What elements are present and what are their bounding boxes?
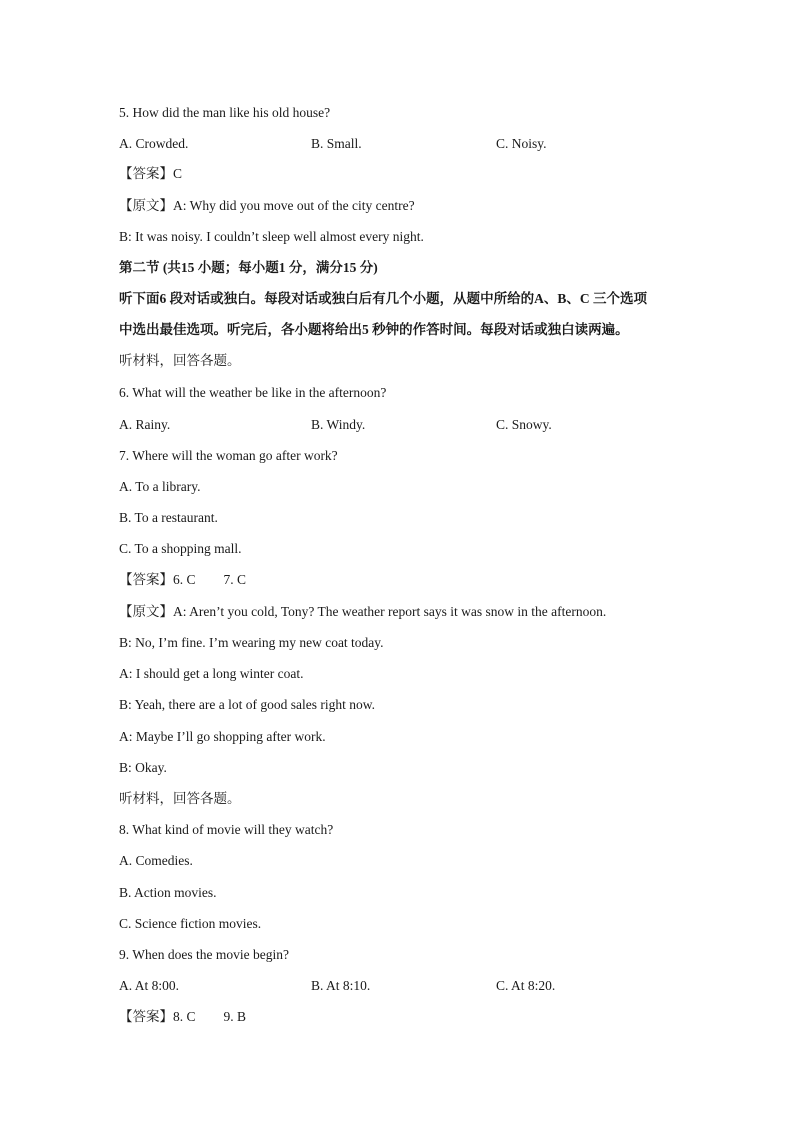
transcript-text: A: Why did you move out of the city centre? bbox=[173, 198, 415, 213]
section-heading: 第二节 (共15 小题；每小题1 分，满分15 分) bbox=[119, 260, 378, 275]
material-prompt: 听材料，回答各题。 bbox=[119, 791, 241, 806]
answer-tag: 【答案】 bbox=[119, 572, 173, 587]
option-a: A. Rainy. bbox=[119, 417, 171, 432]
question-7: 7. Where will the woman go after work? bbox=[119, 448, 338, 463]
answer-value-8: 8. C bbox=[173, 1009, 196, 1024]
section-instruction-line-2: 中选出最佳选项。听完后，各小题将给出5 秒钟的作答时间。每段对话或独白读两遍。 bbox=[119, 322, 629, 337]
question-7-option-a: A. To a library. bbox=[119, 479, 201, 494]
question-8-option-b: B. Action movies. bbox=[119, 885, 217, 900]
transcript-6-7-line-6: B: Okay. bbox=[119, 760, 167, 775]
transcript-text: A: Aren’t you cold, Tony? The weather report says it was snow in the afternoon. bbox=[173, 604, 607, 619]
transcript-6-7-line-5: A: Maybe I’ll go shopping after work. bbox=[119, 729, 326, 744]
answer-tag: 【答案】 bbox=[119, 166, 173, 181]
option-b: B. Windy. bbox=[311, 417, 366, 432]
section-instruction-line-1: 听下面6 段对话或独白。每段对话或独白后有几个小题，从题中所给的A、B、C 三个选项 bbox=[119, 291, 648, 306]
answer-value-9: 9. B bbox=[223, 1009, 247, 1024]
answer-value-7: 7. C bbox=[223, 572, 247, 587]
transcript-6-7-line-4: B: Yeah, there are a lot of good sales right now. bbox=[119, 697, 375, 712]
question-7-option-b: B. To a restaurant. bbox=[119, 510, 218, 525]
transcript-6-7-line-3: A: I should get a long winter coat. bbox=[119, 666, 304, 681]
question-8-option-c: C. Science fiction movies. bbox=[119, 916, 262, 931]
answer-tag: 【答案】 bbox=[119, 1009, 173, 1024]
question-9: 9. When does the movie begin? bbox=[119, 947, 289, 962]
question-8-option-a: A. Comedies. bbox=[119, 853, 193, 868]
answer-8-9 bbox=[119, 1009, 679, 1025]
answer-value: C bbox=[173, 166, 183, 181]
question-5: 5. How did the man like his old house? bbox=[119, 105, 331, 120]
option-c: C. At 8:20. bbox=[496, 978, 556, 993]
answer-5 bbox=[119, 166, 679, 182]
answer-value-6: 6. C bbox=[173, 572, 196, 587]
option-b: B. Small. bbox=[311, 136, 362, 151]
transcript-5-line-2: B: It was noisy. I couldn’t sleep well almost every night. bbox=[119, 229, 424, 244]
transcript-tag: 【原文】 bbox=[119, 604, 173, 619]
option-a: A. Crowded. bbox=[119, 136, 189, 151]
option-c: C. Noisy. bbox=[496, 136, 547, 151]
transcript-tag: 【原文】 bbox=[119, 198, 173, 213]
option-b: B. At 8:10. bbox=[311, 978, 371, 993]
transcript-5-line-1 bbox=[119, 198, 679, 214]
question-6: 6. What will the weather be like in the afternoon? bbox=[119, 385, 387, 400]
option-a: A. At 8:00. bbox=[119, 978, 180, 993]
transcript-6-7-line-2: B: No, I’m fine. I’m wearing my new coat today. bbox=[119, 635, 384, 650]
question-8: 8. What kind of movie will they watch? bbox=[119, 822, 334, 837]
question-7-option-c: C. To a shopping mall. bbox=[119, 541, 242, 556]
option-c: C. Snowy. bbox=[496, 417, 552, 432]
answer-6-7 bbox=[119, 572, 679, 588]
material-prompt: 听材料，回答各题。 bbox=[119, 353, 241, 368]
transcript-6-7-line-1 bbox=[119, 604, 679, 620]
